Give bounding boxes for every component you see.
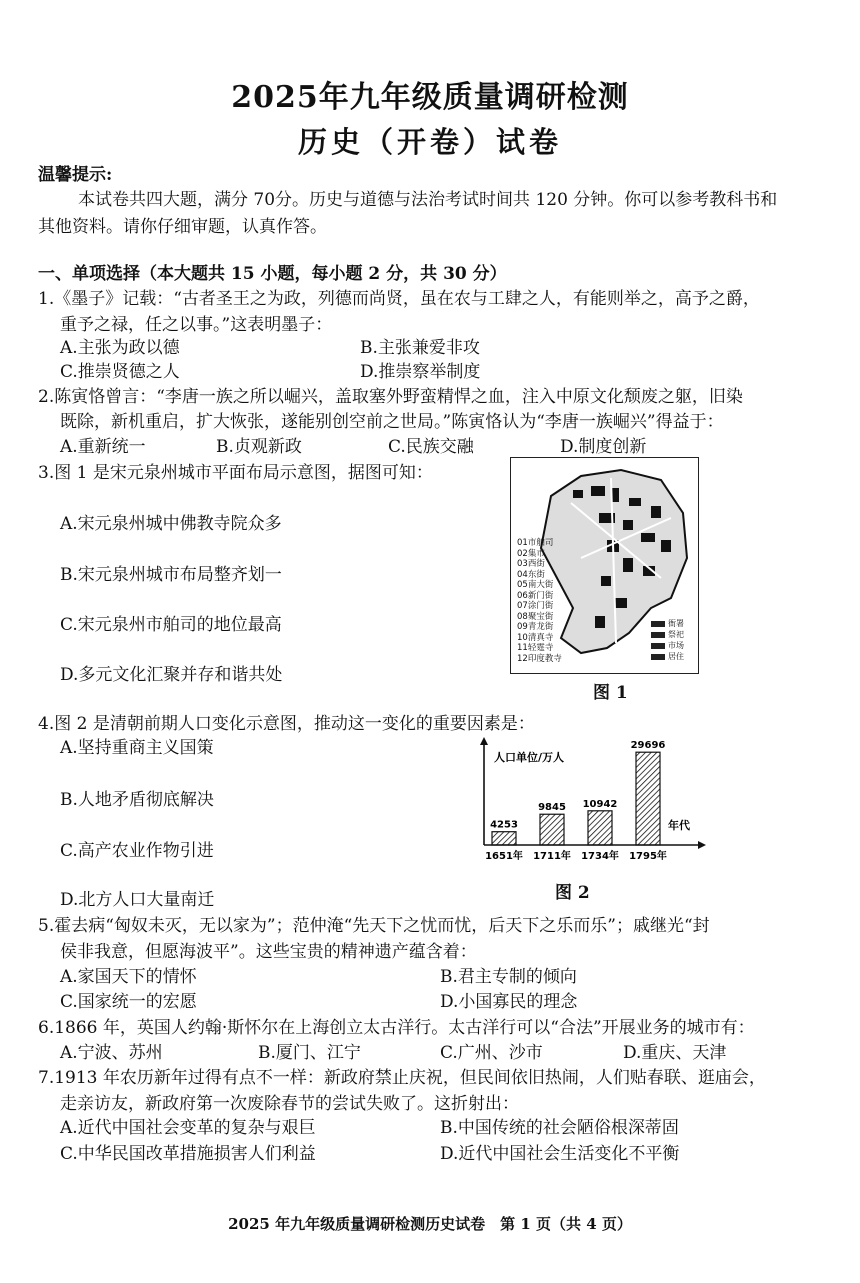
q5-stem-line-2: 侯非我意，但愿海波平”。这些宝贵的精神遗产蕴含着： bbox=[60, 942, 477, 962]
q1-stem-line-1: 1.《墨子》记载：“古者圣王之为政，列德而尚贤，虽在农与工肆之人，有能则举之，高予之爵， bbox=[38, 289, 760, 309]
map-legend bbox=[517, 538, 562, 664]
notice-line-1: 本试卷共四大题，满分 70分。历史与道德与法治考试时间共 120 分钟。你可以参考教科书和 bbox=[78, 190, 778, 210]
x-tick-label: 1734年 bbox=[581, 851, 619, 862]
q6-option-c: C.广州、沙市 bbox=[440, 1043, 543, 1063]
q2-stem-line-1: 2.陈寅恪曾言：“李唐一族之所以崛兴，盖取塞外野蛮精悍之血，注入中原文化颓废之躯，旧染 bbox=[38, 387, 743, 407]
map-key-item bbox=[651, 651, 684, 662]
bar-value-label: 9845 bbox=[538, 802, 566, 814]
q2-option-a: A.重新统一 bbox=[60, 437, 146, 457]
notice-heading: 温馨提示: bbox=[38, 165, 113, 185]
q1-option-a: A.主张为政以德 bbox=[60, 338, 180, 358]
q5-option-d: D.小国寡民的理念 bbox=[440, 992, 578, 1012]
bar-value-label: 4253 bbox=[490, 819, 518, 831]
q4-option-a: A.坚持重商主义国策 bbox=[60, 738, 214, 758]
q3-option-c: C.宋元泉州市舶司的地位最高 bbox=[60, 615, 282, 635]
exam-subtitle: 历史（开卷）试卷 bbox=[297, 125, 562, 159]
map-legend-item: 06新门街 bbox=[517, 590, 554, 601]
q6-option-d: D.重庆、天津 bbox=[623, 1043, 727, 1063]
map-legend-item: 07涂门街 bbox=[517, 601, 554, 611]
figure-2-caption: 图 2 bbox=[555, 883, 590, 903]
exam-title: 2025年九年级质量调研检测 bbox=[231, 80, 629, 115]
bar-1 bbox=[540, 814, 564, 845]
map-key-item bbox=[651, 629, 684, 640]
figure-1-caption: 图 1 bbox=[593, 683, 628, 703]
q2-option-b: B.贞观新政 bbox=[216, 437, 302, 457]
map-legend-item: 11轻霆寺 bbox=[517, 643, 554, 653]
map-legend-item: 09青龙街 bbox=[517, 622, 554, 632]
map-legend-item: 05南大街 bbox=[517, 580, 554, 590]
map-key-item bbox=[651, 640, 684, 651]
bar-value-label: 29696 bbox=[630, 740, 666, 752]
bar-0 bbox=[492, 832, 516, 845]
q3-option-d: D.多元文化汇聚并存和谐共处 bbox=[60, 665, 283, 685]
q7-stem-line-2: 走亲访友，新政府第一次废除春节的尝试失败了。这折射出： bbox=[60, 1094, 519, 1114]
x-tick-label: 1711年 bbox=[533, 851, 571, 862]
q2-option-d: D.制度创新 bbox=[560, 437, 647, 457]
q7-option-d: D.近代中国社会生活变化不平衡 bbox=[440, 1144, 680, 1164]
map-legend-item: 01市舶司 bbox=[517, 538, 554, 548]
q4-option-d: D.北方人口大量南迁 bbox=[60, 890, 215, 910]
q4-option-b: B.人地矛盾彻底解决 bbox=[60, 790, 214, 810]
map-key-label: 居住 bbox=[668, 652, 684, 661]
q3-option-a: A.宋元泉州城中佛教寺院众多 bbox=[60, 514, 282, 534]
map-legend-item: 02集市 bbox=[517, 548, 545, 559]
q5-option-a: A.家国天下的情怀 bbox=[60, 967, 197, 987]
population-bar-chart bbox=[470, 735, 720, 865]
x-tick-label: 1651年 bbox=[485, 851, 523, 862]
q7-option-c: C.中华民国改革措施损害人们利益 bbox=[60, 1144, 316, 1164]
q7-option-a: A.近代中国社会变革的复杂与艰巨 bbox=[60, 1118, 316, 1138]
notice-line-2: 其他资料。请你仔细审题，认真作答。 bbox=[38, 217, 327, 237]
map-key-swatch bbox=[651, 621, 665, 627]
map-key-label: 市场 bbox=[668, 641, 684, 650]
map-key-swatch bbox=[651, 643, 665, 649]
bar-3 bbox=[636, 752, 660, 845]
map-legend-item: 08聚宝街 bbox=[517, 611, 554, 622]
q1-option-b: B.主张兼爱非攻 bbox=[360, 338, 480, 358]
map-legend-item: 12印度教寺 bbox=[517, 653, 562, 664]
q3-stem: 3.图 1 是宋元泉州城市平面布局示意图，据图可知： bbox=[38, 463, 433, 483]
q7-option-b: B.中国传统的社会陋俗根深蒂固 bbox=[440, 1118, 679, 1138]
x-axis-arrow bbox=[698, 841, 706, 849]
x-tick-label: 1795年 bbox=[629, 851, 667, 862]
q2-stem-line-2: 既除，新机重启，扩大恢张，遂能别创空前之世局。”陈寅恪认为“李唐一族崛兴”得益于： bbox=[60, 412, 724, 432]
q2-option-c: C.民族交融 bbox=[388, 437, 474, 457]
map-key bbox=[651, 618, 684, 662]
q5-option-c: C.国家统一的宏愿 bbox=[60, 992, 197, 1012]
y-axis-arrow bbox=[480, 737, 488, 745]
map-key-label: 衙署 bbox=[668, 619, 684, 628]
y-axis-label: 人口单位/万人 bbox=[494, 751, 565, 764]
page-footer: 2025 年九年级质量调研检测历史试卷 第 1 页（共 4 页） bbox=[228, 1215, 632, 1233]
q5-stem-line-1: 5.霍去病“匈奴未灭，无以家为”；范仲淹“先天下之忧而忧，后天下之乐而乐”；戚继光“封 bbox=[38, 916, 710, 936]
q7-stem-line-1: 7.1913 年农历新年过得有点不一样：新政府禁止庆祝，但民间依旧热闹，人们贴春联、逛庙会， bbox=[38, 1068, 766, 1088]
q4-option-c: C.高产农业作物引进 bbox=[60, 841, 214, 861]
map-key-item bbox=[651, 618, 684, 629]
map-legend-item: 10清真寺 bbox=[517, 632, 554, 643]
section-heading: 一、单项选择（本大题共 15 小题，每小题 2 分，共 30 分） bbox=[38, 264, 507, 284]
q6-option-b: B.厦门、江宁 bbox=[258, 1043, 361, 1063]
map-key-label: 祭祀 bbox=[668, 630, 684, 639]
map-legend-item: 03西街 bbox=[517, 559, 545, 569]
q1-option-c: C.推崇贤德之人 bbox=[60, 362, 180, 382]
q3-option-b: B.宋元泉州城市布局整齐划一 bbox=[60, 565, 282, 585]
x-axis-label: 年代 bbox=[668, 819, 690, 832]
q4-stem: 4.图 2 是清朝前期人口变化示意图，推动这一变化的重要因素是： bbox=[38, 714, 535, 734]
map-legend-item: 04东街 bbox=[517, 569, 545, 580]
map-key-swatch bbox=[651, 632, 665, 638]
q1-stem-line-2: 重予之禄，任之以事。”这表明墨子： bbox=[60, 315, 333, 335]
q1-option-d: D.推崇察举制度 bbox=[360, 362, 481, 382]
q5-option-b: B.君主专制的倾向 bbox=[440, 967, 577, 987]
quanzhou-city-map bbox=[510, 457, 699, 674]
bar-2 bbox=[588, 811, 612, 845]
map-key-swatch bbox=[651, 654, 665, 660]
q6-stem: 6.1866 年，英国人约翰·斯怀尔在上海创立太古洋行。太古洋行可以“合法”开展业务的城市有： bbox=[38, 1018, 755, 1038]
bar-value-label: 10942 bbox=[582, 798, 618, 810]
q6-option-a: A.宁波、苏州 bbox=[60, 1043, 163, 1063]
